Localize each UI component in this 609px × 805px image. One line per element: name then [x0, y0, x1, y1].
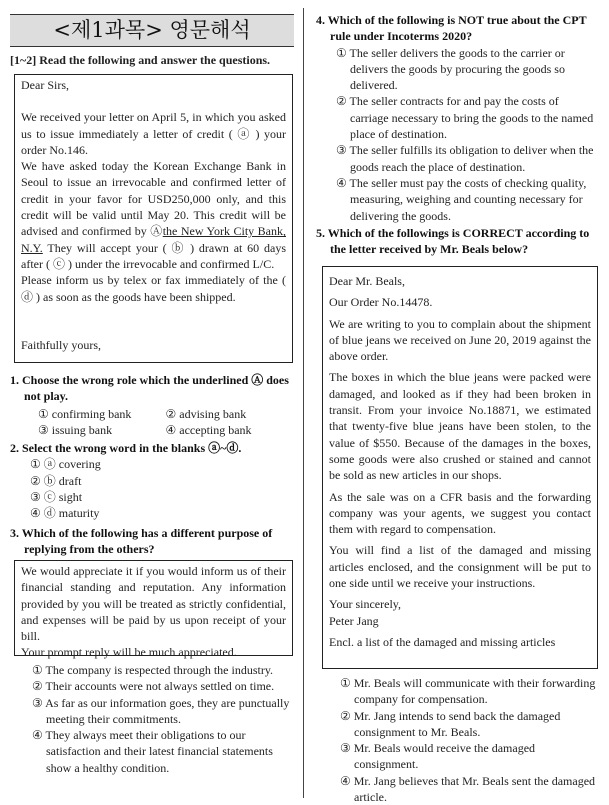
letter-paragraph: You will find a list of the damaged and missing articles enclosed, and the consignment will be put to one side until we receive your instructions.: [329, 543, 591, 591]
letter-paragraph: We received your letter on April 5, in which you asked us to issue immediately a letter of credit ( ⓐ ) your order No.146.: [21, 110, 286, 157]
option-3[interactable]: ③ issuing bank: [38, 422, 113, 437]
option-2[interactable]: ② Mr. Jang intends to send back the damaged consignment to Mr. Beals.: [340, 708, 561, 739]
letter-subject: Our Order No.14478.: [329, 295, 433, 310]
letter-paragraph: We would appreciate it if you would inform us of their financial standing and reputation. Any information provided by you will be treated as strictly confidential, and expenses will be paid by us upon receipt of your bill.: [21, 564, 286, 644]
letter-text: They will accept your ( ⓑ ) drawn at 60 days after ( ⓒ ) under the irrevocable and confirmed L/C.: [21, 240, 286, 271]
letter-salutation: Dear Mr. Beals,: [329, 274, 405, 288]
question-text: 1. Choose the wrong role which the underlined Ⓐ does not play.: [10, 373, 289, 404]
option-2[interactable]: ② advising bank: [165, 406, 247, 421]
option-4[interactable]: ④ They always meet their obligations to our satisfaction and their latest financial statements show a healthy condition.: [32, 728, 273, 775]
option-4[interactable]: ④ Mr. Jang believes that Mr. Beals sent the damaged article.: [340, 773, 596, 805]
option-1[interactable]: ① Mr. Beals will communicate with their forwarding company for compensation.: [340, 676, 596, 707]
option-3[interactable]: ③ Mr. Beals would receive the damaged consignment.: [340, 741, 536, 772]
letter-paragraph: [21, 158, 286, 272]
letter-salutation: Dear Sirs,: [21, 78, 69, 92]
letter-enclosure: Encl. a list of the damaged and missing articles: [329, 634, 556, 649]
marker-a: Ⓐ: [150, 224, 163, 239]
letter-signature: Peter Jang: [329, 613, 379, 628]
letter-box-3: [14, 560, 293, 660]
letter-box-1: [14, 74, 293, 363]
option-1[interactable]: ① ⓐ covering: [30, 457, 101, 472]
option-4[interactable]: ④ accepting bank: [165, 422, 252, 437]
option-2[interactable]: ② ⓑ draft: [30, 473, 82, 488]
option-4[interactable]: ④ The seller must pay the costs of checking quality, measuring, weighing and counting necessary for delivering the goods.: [336, 175, 587, 223]
letter-paragraph: Your prompt reply will be much appreciated.: [21, 645, 237, 660]
option-2[interactable]: ② The seller contracts for and pay the costs of carriage necessary to bring the goods to the named place of destination.: [336, 94, 594, 142]
option-1[interactable]: ① confirming bank: [38, 406, 132, 421]
option-2[interactable]: ② Their accounts were not always settled on time.: [32, 679, 275, 694]
question-text: 2. Select the wrong word in the blanks ⓐ~ⓓ.: [10, 441, 242, 455]
question-3-options: [12, 662, 294, 776]
question-1: [10, 372, 293, 438]
option-1[interactable]: ① The company is respected through the industry.: [32, 663, 274, 677]
letter-paragraph: The boxes in which the blue jeans were packed were damaged, and looked as if they had been broken in transit. From your invoice No.18871, we estimated that twenty-five blue jeans have been stolen, to the value of $550. Because of the damages in the boxes, some goods were also crushed or stained and cannot be sold as new articles in our shops.: [329, 370, 591, 483]
letter-paragraph: Please inform us by telex or fax immediately of the ( ⓓ ) as soon as the goods have been shipped.: [21, 273, 286, 304]
column-divider: [303, 8, 304, 798]
option-3[interactable]: ③ The seller fulfills its obligation to deliver when the goods reach the place of destination.: [336, 143, 594, 174]
underlined-bank: the New York City Bank, N.Y.: [21, 224, 286, 255]
question-5-options: [320, 675, 600, 805]
question-5-text: 5. Which of the followings is CORRECT according to the letter received by Mr. Beals below?: [316, 225, 590, 257]
question-text: 4. Which of the following is NOT true about the CPT rule under Incoterms 2020?: [316, 13, 587, 44]
letter-closing: Your sincerely,: [329, 597, 401, 612]
instruction: [1~2] Read the following and answer the questions.: [10, 53, 271, 67]
option-3[interactable]: ③ As far as our information goes, they are punctually meeting their commitments.: [32, 695, 290, 726]
letter-closing: Faithfully yours,: [21, 337, 101, 352]
question-text: 3. Which of the following has a different purpose of replying from the others?: [10, 526, 273, 557]
option-1[interactable]: ① The seller delivers the goods to the carrier or delivers the goods by procuring the goods so delivered.: [336, 45, 565, 93]
letter-text: We have asked today the Korean Exchange Bank in Seoul to issue an irrevocable and confirmed letter of credit in your favor for USD250,000 only, and this credit will be valid until May 20. This credit will be advised and confirmed by: [21, 159, 286, 239]
option-3[interactable]: ③ ⓒ sight: [30, 489, 83, 504]
question-2: [10, 440, 293, 521]
letter-paragraph: We are writing to you to complain about the shipment of blue jeans we received on June 20, 2019 against the above order.: [329, 316, 591, 364]
letter-box-5: [322, 266, 598, 669]
section-title: <제1과목> 영문해석: [10, 14, 294, 47]
question-3: [10, 525, 293, 558]
question-4: [316, 12, 598, 257]
letter-paragraph: As the sale was on a CFR basis and the forwarding company was your agents, we suggest you contact them with regard to compensation.: [329, 489, 591, 537]
option-4[interactable]: ④ ⓓ maturity: [30, 506, 100, 521]
